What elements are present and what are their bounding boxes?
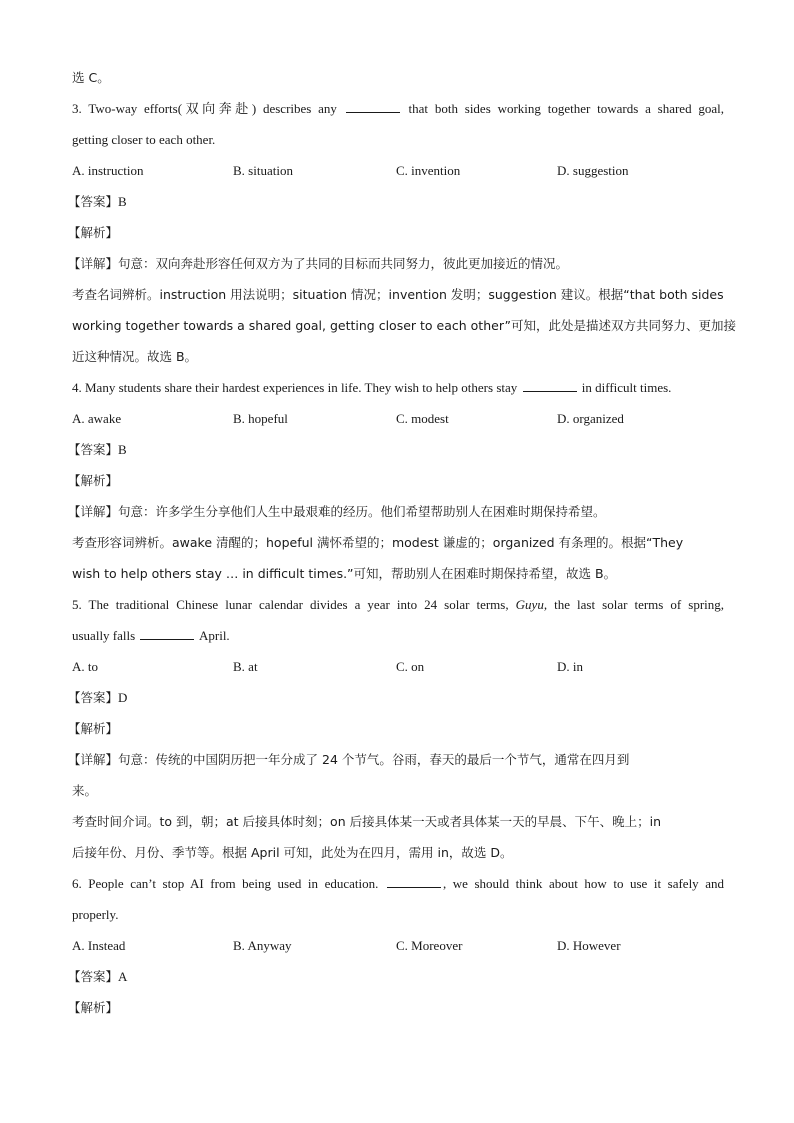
- detail-text: 句意：许多学生分享他们人生中最艰难的经历。他们希望帮助别人在困难时期保持希望。: [118, 504, 606, 519]
- question-3-text-b: that both sides working together towards a shared goal,: [408, 101, 725, 116]
- question-5-analysis-tag: 【解析】: [68, 721, 119, 736]
- question-4-options: [72, 403, 724, 434]
- question-6-analysis-tag: 【解析】: [68, 1000, 119, 1015]
- question-3-explain-3: 近这种情况。故选 B。: [72, 349, 198, 364]
- option-b: B. hopeful: [233, 411, 288, 426]
- answer-tag: 【答案】: [68, 194, 119, 209]
- option-c: C. Moreover: [396, 938, 463, 953]
- question-6-answer: [68, 961, 724, 992]
- option-a: A. Instead: [72, 938, 126, 953]
- option-a: A. instruction: [72, 163, 144, 178]
- answer-value: A: [118, 969, 128, 984]
- question-6-blank: [387, 875, 441, 888]
- answer-tag: 【答案】: [68, 442, 119, 457]
- option-a: A. awake: [72, 411, 122, 426]
- question-3-analysis-tag: 【解析】: [68, 225, 119, 240]
- option-c: C. on: [396, 659, 425, 674]
- question-5-answer: [68, 682, 724, 713]
- answer-value: B: [118, 442, 127, 457]
- question-3-options: [72, 155, 724, 186]
- prev-answer-line: 选 C。: [72, 70, 110, 85]
- detail-tag: 【详解】: [68, 256, 119, 271]
- answer-value: B: [118, 194, 127, 209]
- question-3-detail: [68, 248, 724, 279]
- question-5-line-2: [72, 620, 724, 651]
- question-6-line-1: [72, 868, 724, 899]
- question-4-detail: [68, 496, 724, 527]
- question-6-options: [72, 930, 724, 961]
- question-4-explain-2: wish to help others stay … in difficult times.”可知，帮助别人在困难时期保持希望，故选 B。: [72, 566, 617, 581]
- option-d: D. in: [557, 659, 583, 674]
- question-4-analysis-tag: 【解析】: [68, 473, 119, 488]
- question-5-explain-1: 考查时间介词。to 到，朝；at 后接具体时刻；on 后接具体某一天或者具体某一天的早晨、下午、晚上；in: [72, 814, 661, 829]
- answer-tag: 【答案】: [68, 969, 119, 984]
- detail-text: 句意：双向奔赴形容任何双方为了共同的目标而共同努力，彼此更加接近的情况。: [118, 256, 569, 271]
- question-3-blank: [346, 100, 400, 113]
- question-5-blank: [140, 627, 194, 640]
- question-5-detail-2: 来。: [72, 783, 98, 798]
- question-4-answer: [68, 434, 724, 465]
- detail-tag: 【详解】: [68, 752, 119, 767]
- question-5-detail: [68, 744, 724, 775]
- question-3-answer: [68, 186, 724, 217]
- detail-tag: 【详解】: [68, 504, 119, 519]
- option-d: D. organized: [557, 411, 624, 426]
- answer-tag: 【答案】: [68, 690, 119, 705]
- question-6-line-2: properly.: [72, 907, 119, 922]
- option-b: B. at: [233, 659, 258, 674]
- question-6-text-a: 6. People can’t stop AI from being used in education.: [72, 876, 379, 891]
- answer-value: D: [118, 690, 128, 705]
- document-page: [68, 62, 736, 1023]
- question-5-text-d: April.: [198, 628, 230, 643]
- question-3-line-2: getting closer to each other.: [72, 132, 216, 147]
- question-4-text-a: 4. Many students share their hardest experiences in life. They wish to help others stay: [72, 380, 518, 395]
- question-4-blank: [523, 379, 577, 392]
- question-4-text-b: in difficult times.: [581, 380, 672, 395]
- question-5-text-a: 5. The traditional Chinese lunar calendar divides a year into 24 solar terms,: [72, 597, 509, 612]
- question-5-options: [72, 651, 724, 682]
- question-3-line-1: [72, 93, 724, 124]
- option-c: C. invention: [396, 163, 461, 178]
- question-3-explain-2: working together towards a shared goal, getting closer to each other”可知，此处是描述双方共同努力、更加接: [72, 318, 736, 333]
- question-3-explain-1: 考查名词辨析。instruction 用法说明；situation 情况；invention 发明；suggestion 建议。根据“that both sides: [72, 287, 724, 302]
- option-d: D. suggestion: [557, 163, 629, 178]
- option-a: A. to: [72, 659, 98, 674]
- question-4-line-1: [72, 372, 724, 403]
- detail-text: 句意：传统的中国阴历把一年分成了 24 个节气。谷雨，春天的最后一个节气，通常在四月到: [118, 752, 630, 767]
- option-d: D. However: [557, 938, 621, 953]
- question-6-text-b: , we should think about how to use it safely and: [442, 876, 725, 891]
- question-4-explain-1: 考查形容词辨析。awake 清醒的；hopeful 满怀希望的；modest 谦虚的；organized 有条理的。根据“They: [72, 535, 684, 550]
- question-5-text-c: usually falls: [72, 628, 136, 643]
- option-b: B. Anyway: [233, 938, 292, 953]
- option-b: B. situation: [233, 163, 293, 178]
- question-3-text-a: 3. Two-way efforts(双向奔赴) describes any: [72, 101, 337, 116]
- option-c: C. modest: [396, 411, 449, 426]
- question-5-line-1: [72, 589, 724, 620]
- question-5-text-b: the last solar terms of spring,: [554, 597, 725, 612]
- question-5-italic-term: Guyu,: [515, 597, 548, 612]
- question-5-explain-2: 后接年份、月份、季节等。根据 April 可知，此处为在四月，需用 in，故选 D。: [72, 845, 513, 860]
